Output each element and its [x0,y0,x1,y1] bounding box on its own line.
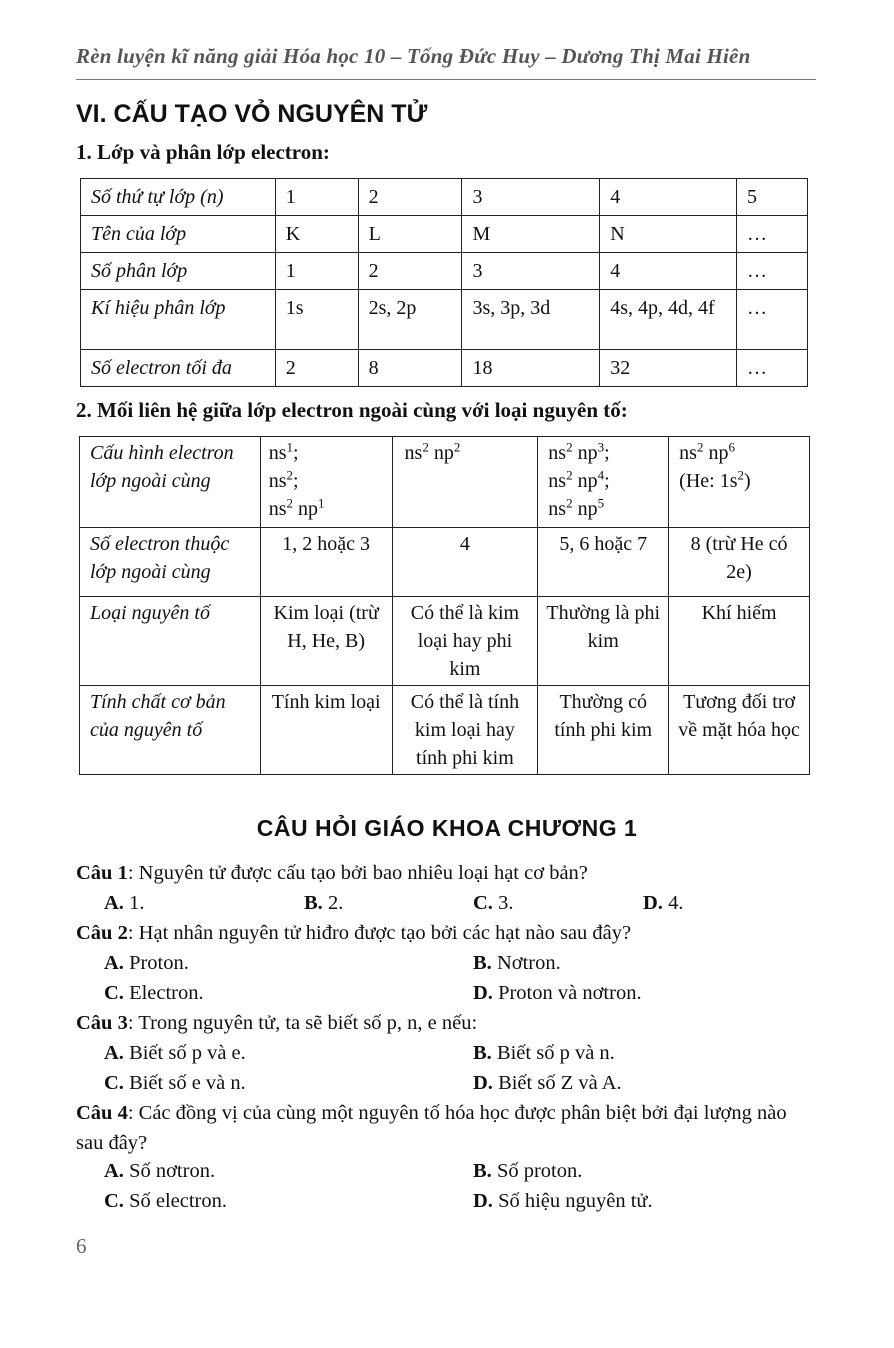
option-a: A. Proton. [104,952,189,974]
header-divider [76,79,816,80]
table-cell: Thường là phi kim [538,597,669,686]
option-c: C. Electron. [104,982,204,1004]
table-row [81,216,808,253]
table-cell: 32 [600,350,737,387]
table-cell: 3 [462,179,600,216]
table-cell: 8 (trừ He có 2e) [669,528,810,597]
table-cell: 5, 6 hoặc 7 [538,528,669,597]
option-b: B. Nơtron. [473,952,561,974]
table-cell: Có thể là kim loại hay phi kim [392,597,538,686]
option-c: C. Biết số e và n. [104,1072,246,1094]
question-3: Câu 3: Trong nguyên tử, ta sẽ biết số p, n, e nếu: [76,1012,478,1034]
table-cell: $ns^2$ $np^3$; $ns^2$ $np^4$; $ns^2$ $np^5$ [538,437,669,528]
option-b: B. 2. [304,892,344,914]
table-row [80,437,810,528]
table-cell: 1s [275,290,358,350]
table-cell: … [737,350,808,387]
table-cell: 2 [358,253,462,290]
option-b: B. Số proton. [473,1160,583,1182]
option-c: C. 3. [473,892,514,914]
table-cell: $ns^1$; $ns^2$; $ns^2$ $np^1$ [260,437,392,528]
option-d: D. Số hiệu nguyên tử. [473,1190,653,1212]
table-cell: 4 [600,253,737,290]
table-row [81,179,808,216]
row-label: Cấu hình electron lớp ngoài cùng [80,437,261,528]
row-label: Tính chất cơ bản của nguyên tố [80,686,261,775]
option-a: A. Biết số p và e. [104,1042,246,1064]
table-cell: 18 [462,350,600,387]
table-cell: 1 [275,179,358,216]
row-label: Số phân lớp [81,253,276,290]
outer-shell-element-table [79,436,810,775]
table-cell: Thường có tính phi kim [538,686,669,775]
table-cell: Tính kim loại [260,686,392,775]
table-cell: … [737,216,808,253]
option-b: B. Biết số p và n. [473,1042,615,1064]
table-cell: M [462,216,600,253]
row-label: Kí hiệu phân lớp [81,290,276,350]
table-cell: N [600,216,737,253]
table-cell: $ns^2$ $np^6$ (He: $1s^2$) [669,437,810,528]
question-1: Câu 1: Nguyên tử được cấu tạo bởi bao nhiêu loại hạt cơ bản? [76,862,588,884]
table-cell: 4 [392,528,538,597]
option-a: A. 1. [104,892,145,914]
row-label: Số thứ tự lớp (n) [81,179,276,216]
row-label: Số electron thuộc lớp ngoài cùng [80,528,261,597]
table-cell: 2s, 2p [358,290,462,350]
table-cell: 4 [600,179,737,216]
table-cell: 3 [462,253,600,290]
table-cell: 4s, 4p, 4d, 4f [600,290,737,350]
table-row [81,350,808,387]
row-label: Loại nguyên tố [80,597,261,686]
chapter-title: CÂU HỎI GIÁO KHOA CHƯƠNG 1 [256,815,638,841]
table-row [80,686,810,775]
table-row [81,253,808,290]
table-cell: 1 [275,253,358,290]
question-4: Câu 4: Các đồng vị của cùng một nguyên tố hóa học được phân biệt bởi đại lượng nào sau đây? [76,1102,787,1154]
question-2: Câu 2: Hạt nhân nguyên tử hiđro được tạo bởi các hạt nào sau đây? [76,922,632,944]
table-cell: 2 [275,350,358,387]
table-cell: 2 [358,179,462,216]
table-cell: Có thể là tính kim loại hay tính phi kim [392,686,538,775]
electron-shell-table [80,178,808,387]
table-cell: 1, 2 hoặc 3 [260,528,392,597]
row-label: Số electron tối đa [81,350,276,387]
table-cell: K [275,216,358,253]
table-cell: Kim loại (trừ H, He, B) [260,597,392,686]
table-cell: … [737,290,808,350]
row-label: Tên của lớp [81,216,276,253]
option-c: C. Số electron. [104,1190,227,1212]
option-a: A. Số nơtron. [104,1160,216,1182]
table-cell: 5 [737,179,808,216]
table-cell: … [737,253,808,290]
table-cell: L [358,216,462,253]
option-d: D. Proton và nơtron. [473,982,642,1004]
table-row [81,290,808,350]
table-cell: Tương đối trơ về mặt hóa học [669,686,810,775]
page-number: 6 [76,1234,87,1258]
subsection-2-title: 2. Mối liên hệ giữa lớp electron ngoài cùng với loại nguyên tố: [76,398,628,422]
table-cell: Khí hiếm [669,597,810,686]
subsection-1-title: 1. Lớp và phân lớp electron: [76,140,330,164]
table-cell: 3s, 3p, 3d [462,290,600,350]
table-row [80,528,810,597]
table-row [80,597,810,686]
option-d: D. 4. [643,892,684,914]
table-cell: 8 [358,350,462,387]
section-title: VI. CẤU TẠO VỎ NGUYÊN TỬ [76,100,428,128]
running-header: Rèn luyện kĩ năng giải Hóa học 10 – Tống Đức Huy – Dương Thị Mai Hiên [76,44,751,68]
table-cell: $ns^2$ $np^2$ [392,437,538,528]
option-d: D. Biết số Z và A. [473,1072,622,1094]
